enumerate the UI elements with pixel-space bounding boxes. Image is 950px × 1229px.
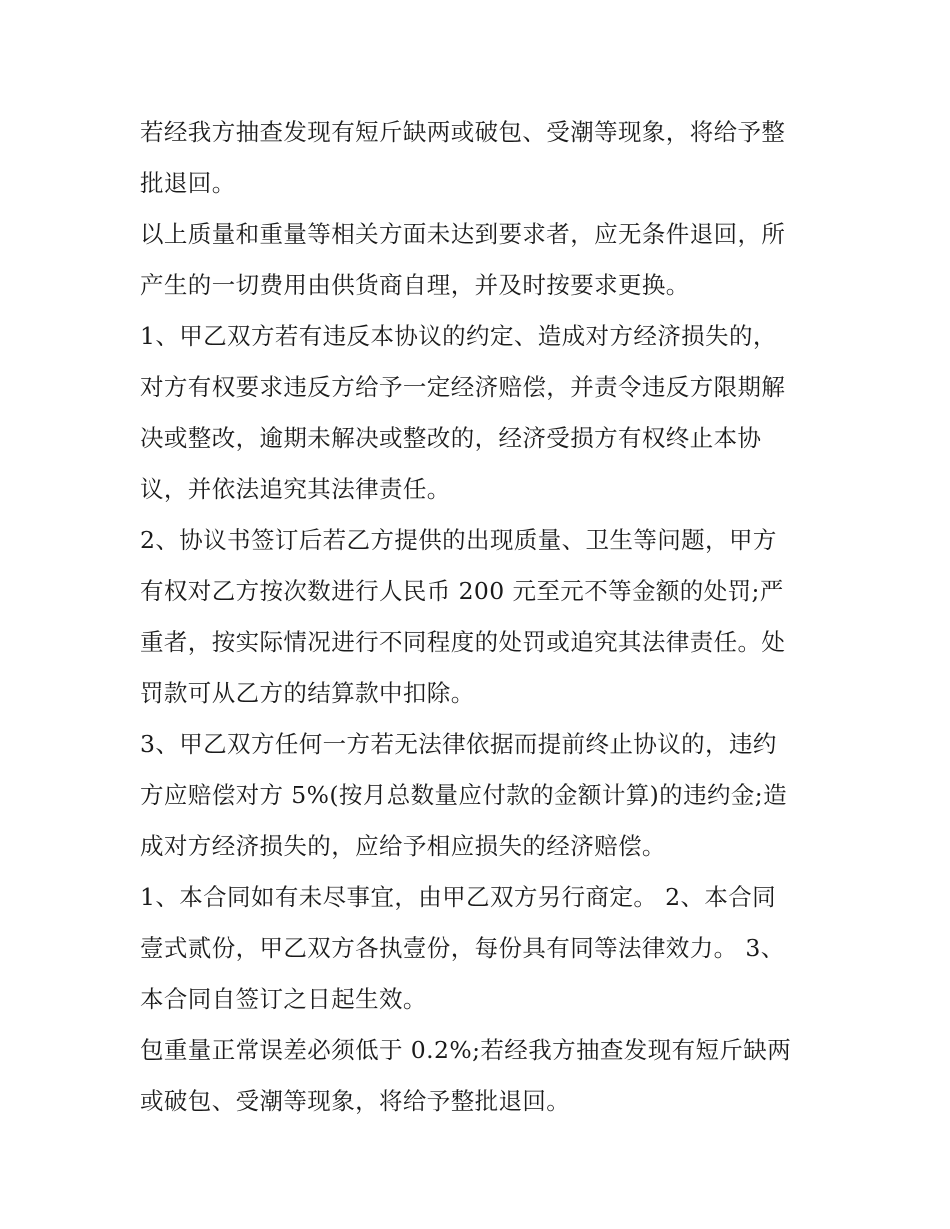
- text-line: 3、甲乙双方任何一方若无法律依据而提前终止协议的，违约: [140, 730, 777, 758]
- text-line: 1、甲乙双方若有违反本协议的约定、造成对方经济损失的，: [140, 322, 777, 350]
- text-line: 若经我方抽查发现有短斤缺两或破包、受潮等现象，将给予整: [140, 118, 786, 146]
- text-line: 包重量正常误差必须低于 0.2%;若经我方抽查发现有短斤缺两: [140, 1036, 792, 1064]
- text-line: 成对方经济损失的，应给予相应损失的经济赔偿。: [140, 832, 666, 860]
- text-line: 1、本合同如有未尽事宜，由甲乙双方另行商定。 2、本合同: [140, 883, 777, 911]
- text-line: 有权对乙方按次数进行人民币 200 元至元不等金额的处罚;严: [140, 577, 784, 605]
- text-line: 或破包、受潮等现象，将给予整批退回。: [140, 1087, 571, 1115]
- text-line: 方应赔偿对方 5%(按月总数量应付款的金额计算)的违约金;造: [140, 781, 788, 809]
- text-line: 对方有权要求违反方给予一定经济赔偿，并责令违反方限期解: [140, 373, 786, 401]
- text-line: 产生的一切费用由供货商自理，并及时按要求更换。: [140, 271, 690, 299]
- document-body: [140, 107, 830, 1127]
- text-line: 壹式贰份，甲乙双方各执壹份，每份具有同等法律效力。 3、: [140, 934, 785, 962]
- text-line: 决或整改，逾期未解决或整改的，经济受损方有权终止本协: [140, 424, 762, 452]
- text-line: 罚款可从乙方的结算款中扣除。: [140, 679, 475, 707]
- text-line: 议，并依法追究其法律责任。: [140, 475, 451, 503]
- text-line: 本合同自签订之日起生效。: [140, 985, 427, 1013]
- text-line: 批退回。: [140, 169, 236, 197]
- text-line: 重者，按实际情况进行不同程度的处罚或追究其法律责任。处: [140, 628, 786, 656]
- text-line: 以上质量和重量等相关方面未达到要求者，应无条件退回，所: [140, 220, 786, 248]
- text-line: 2、协议书签订后若乙方提供的出现质量、卫生等问题，甲方: [140, 526, 777, 554]
